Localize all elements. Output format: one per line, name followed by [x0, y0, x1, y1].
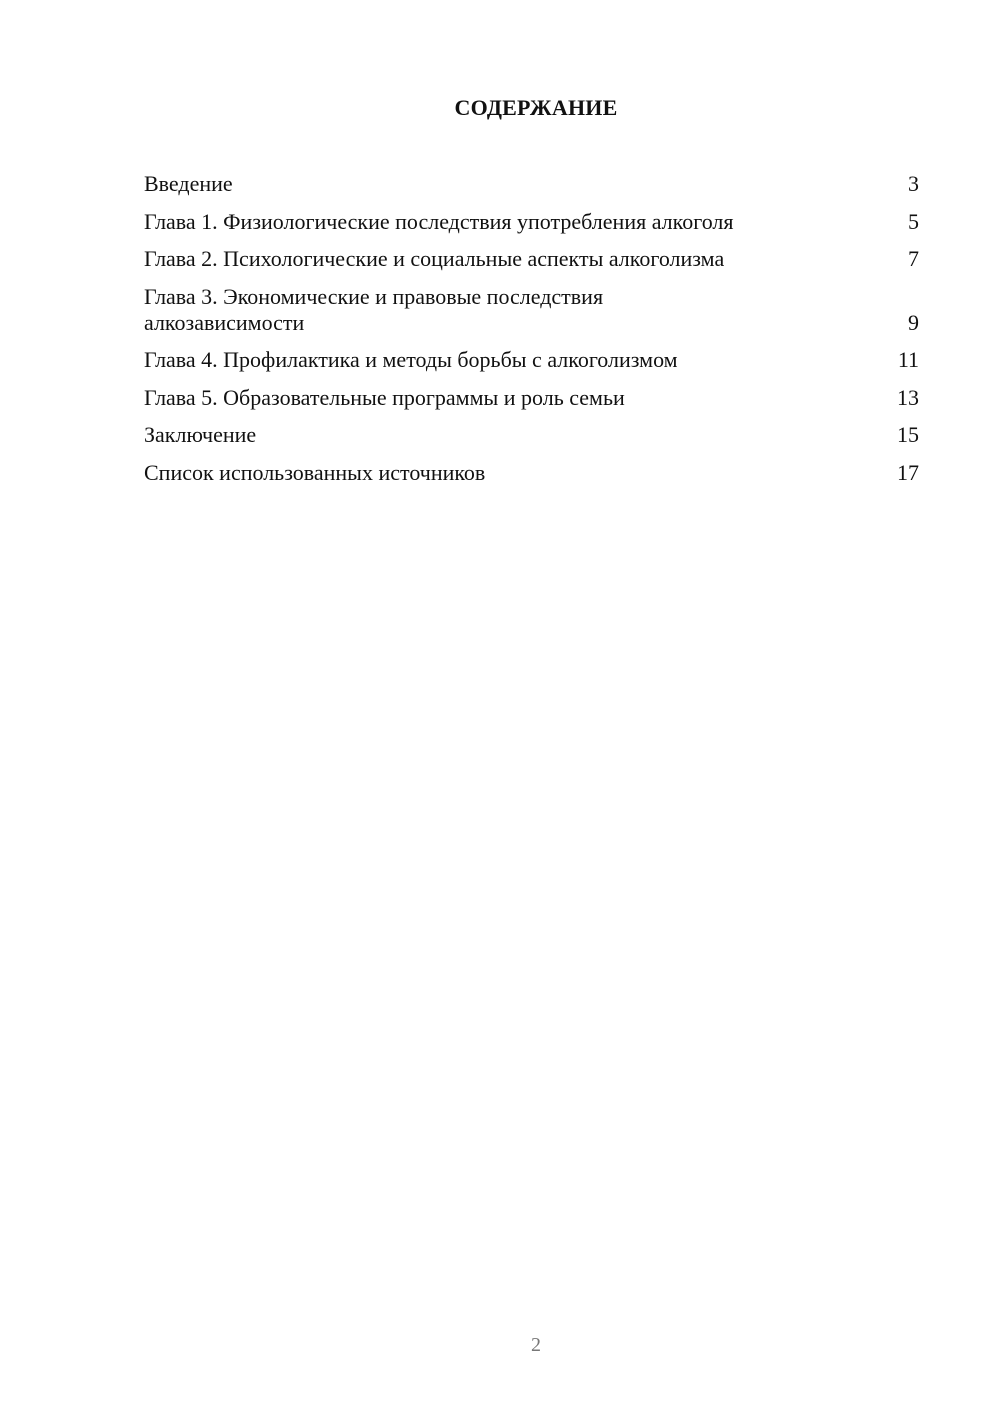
toc-entry-page: 5: [908, 208, 919, 234]
toc-entry-introduction[interactable]: [144, 171, 919, 197]
toc-entry-chapter-1[interactable]: [144, 209, 919, 235]
toc-entry-page: 17: [897, 459, 919, 485]
toc-entry-page: 13: [897, 384, 919, 410]
table-of-contents: [144, 171, 919, 497]
toc-entry-chapter-5[interactable]: [144, 385, 919, 411]
toc-entry-page: 9: [908, 309, 919, 335]
toc-entry-label: Глава 3. Экономические и правовые последствия алкозависимости: [144, 283, 604, 335]
toc-entry-chapter-2[interactable]: [144, 246, 919, 272]
toc-entry-page: 7: [908, 246, 919, 271]
toc-entry-chapter-4[interactable]: [144, 347, 919, 373]
toc-entry-label: Заключение: [144, 422, 257, 447]
page-title: СОДЕРЖАНИЕ: [454, 95, 618, 120]
toc-entry-chapter-3[interactable]: [144, 284, 919, 336]
toc-entry-conclusion[interactable]: [144, 422, 919, 448]
toc-entry-page: 3: [908, 171, 919, 196]
page-number: 2: [531, 1334, 541, 1356]
toc-entry-page: 11: [897, 347, 919, 372]
toc-entry-label: Глава 5. Образовательные программы и роль семьи: [144, 384, 625, 410]
toc-entry-label: Глава 4. Профилактика и методы борьбы с алкоголизмом: [144, 347, 678, 372]
toc-entry-label: Глава 1. Физиологические последствия употребления алкоголя: [144, 208, 734, 234]
toc-entry-references[interactable]: [144, 460, 919, 486]
toc-entry-label: Список использованных источников: [144, 459, 486, 485]
toc-entry-label: Введение: [144, 171, 233, 196]
toc-entry-page: 15: [897, 422, 919, 447]
toc-entry-label: Глава 2. Психологические и социальные аспекты алкоголизма: [144, 246, 725, 271]
